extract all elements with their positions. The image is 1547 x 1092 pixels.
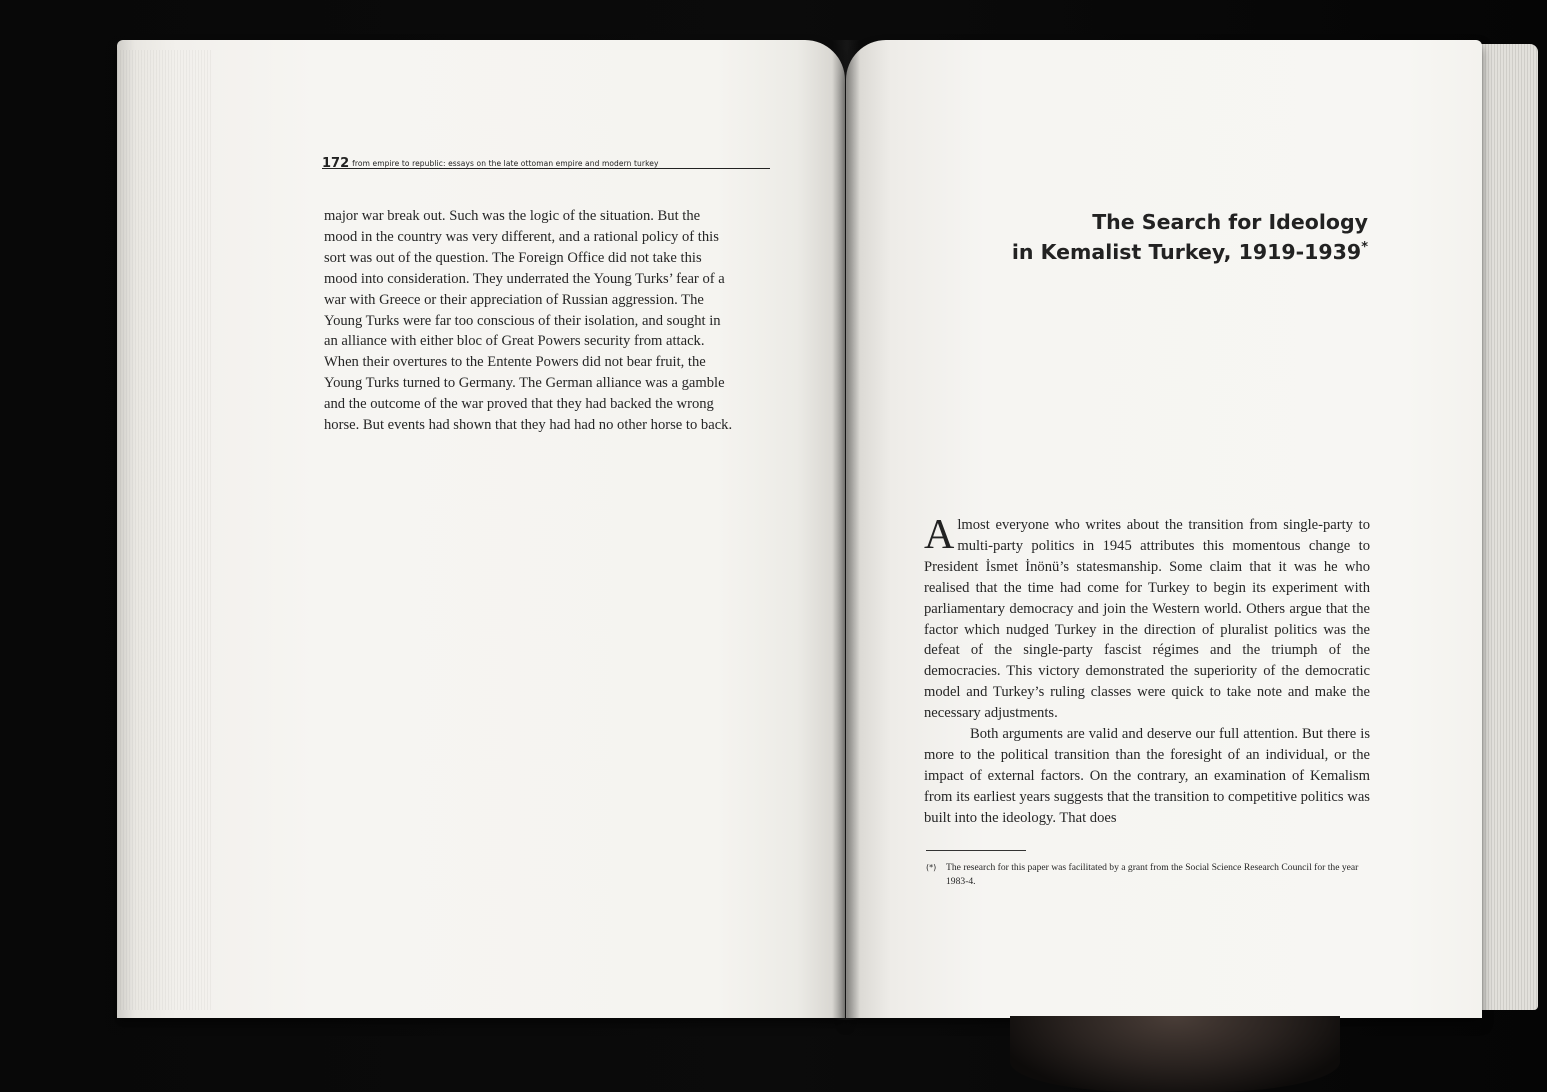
left-body-text [324,206,770,436]
chapter-title [950,210,1368,265]
text-line: and the outcome of the war proved that they had backed the wrong [324,396,714,413]
text-line: Young Turks were far too conscious of their isolation, and sought in [324,312,721,329]
text-line: war with Greece or their appreciation of Russian aggression. The [324,291,704,308]
footnote-marker: * [1361,240,1368,255]
footnote-rule [926,850,1026,851]
text-line: horse. But events had shown that they had had no other horse to back. [324,417,733,434]
running-head [322,152,770,169]
text-line: Young Turks turned to Germany. The German alliance was a gamble [324,375,725,392]
page-edges [1480,44,1538,1010]
footnote [926,861,1370,888]
drop-cap: A [924,512,955,558]
text-line: major war break out. Such was the logic of the situation. But the [324,208,701,224]
text-line: mood in the country was very different, and a rational policy of this [324,228,719,245]
page-number: 172 [322,156,350,171]
title-line-1: The Search for Ideology [1092,210,1368,234]
right-body-text [924,512,1370,829]
running-head-text: from empire to republic: essays on the late ottoman empire and modern turkey [352,159,659,168]
left-page [117,40,845,1018]
paragraph-2: Both arguments are valid and deserve our full attention. But there is more to the political transition than the foresight of an individual, or the impact of external factors. On the contrary, an examination of Kemalism from its earliest years suggests that the transition to competitive politics was built into the ideology. That does [924,726,1370,826]
book-gutter [832,40,860,1020]
paragraph-1 [924,512,1370,724]
title-line-2-text: in Kemalist Turkey, 1919-1939 [1011,239,1362,264]
paragraph-1-text: lmost everyone who writes about the transition from single-party to multi-party politics in 1945 attributes this momentous change to President İsmet İnönü’s statesmanship. Some claim that it was he who realised that the time had come for Turkey to begin its experiment with parliamentary democracy and join the Western world. Others argue that the factor which nudged Turkey in the direction of pluralist politics was the defeat of the single-party fascist régimes and the triumph of the democracies. This victory demonstrated the superiority of the democratic model and Turkey’s ruling classes were quick to take note and make the necessary adjustments. [924,517,1370,722]
text-line: an alliance with either bloc of Great Powers security from attack. [324,333,705,350]
background-object [1010,1016,1340,1092]
text-line: mood into consideration. They underrated the Young Turks’ fear of a [324,270,725,287]
text-line: When their overtures to the Entente Powers did not bear fruit, the [324,354,706,371]
title-line-2 [950,235,1368,265]
text-line: sort was out of the question. The Foreign Office did not take this [324,249,702,266]
footnote-mark: (*) [926,863,937,872]
footnote-text: The research for this paper was facilitated by a grant from the Social Science Research Council for the year 1983-4. [946,862,1359,887]
